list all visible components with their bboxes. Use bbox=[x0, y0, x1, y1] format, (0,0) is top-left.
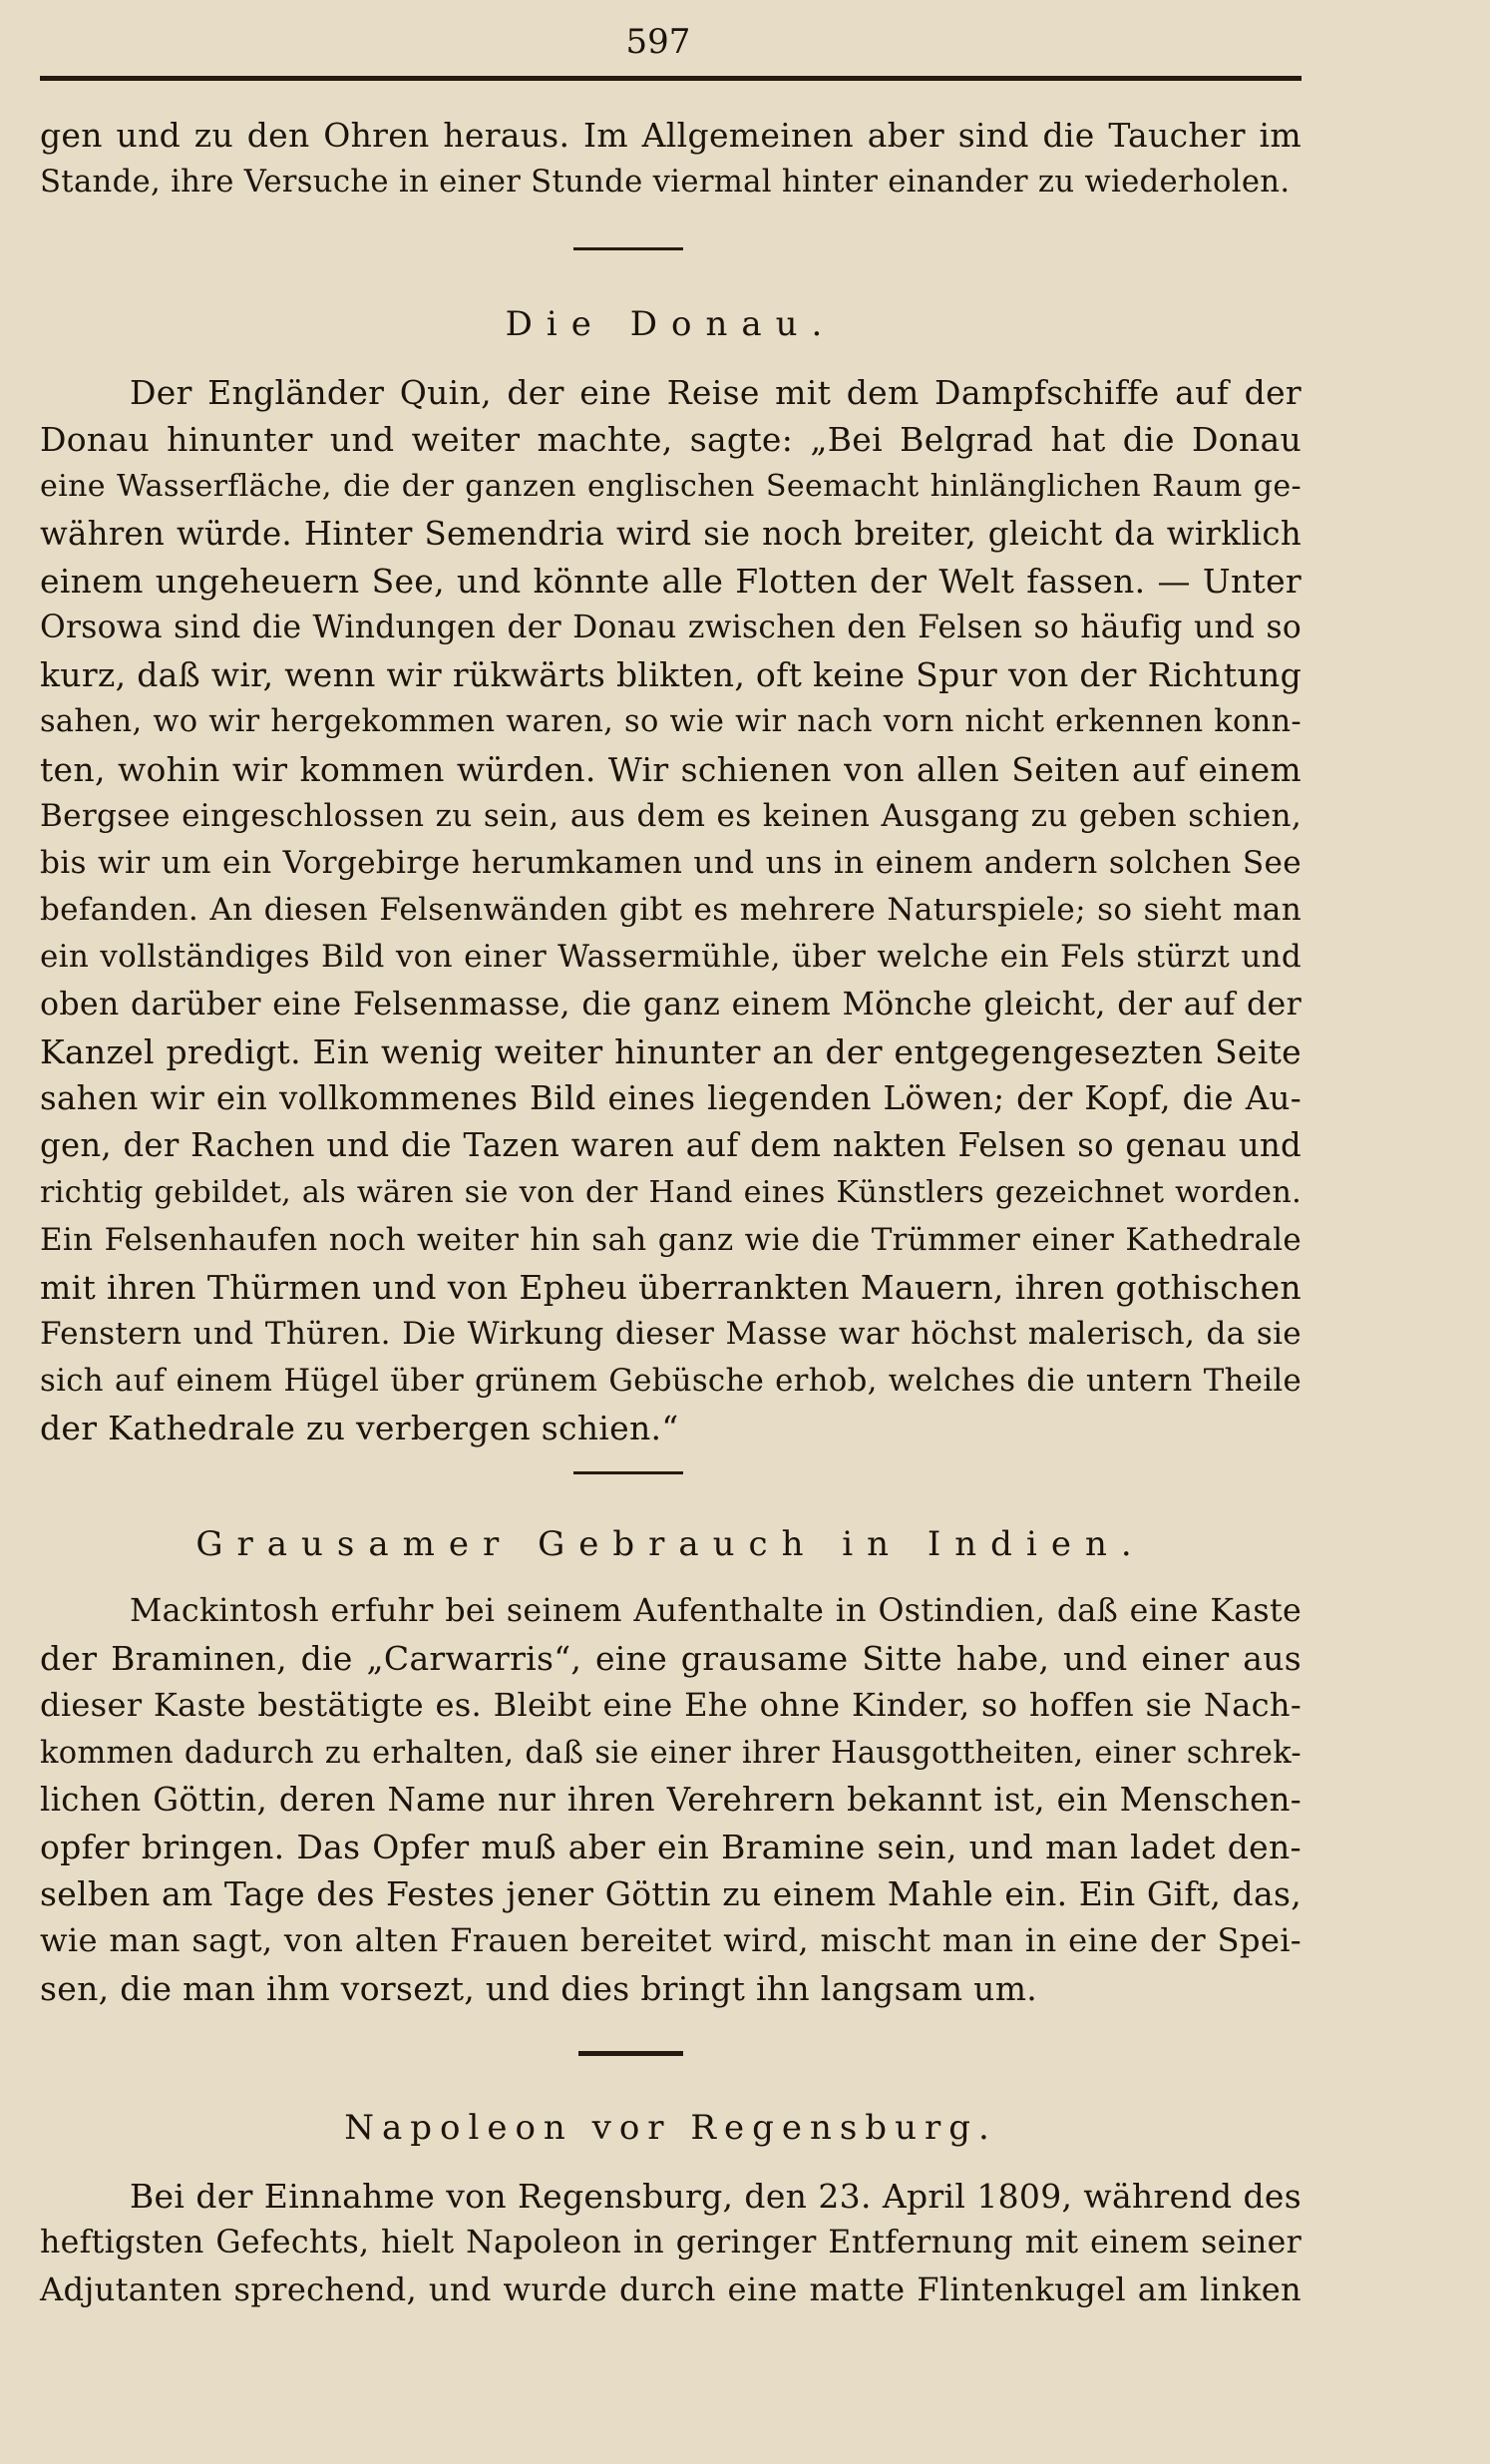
text-line: ten, wohin wir kommen würden. Wir schienen von allen Seiten auf einem bbox=[40, 749, 1302, 789]
text-line: befanden. An diesen Felsenwänden gibt es mehrere Naturspiele; so sieht man bbox=[40, 892, 1302, 929]
indien-paragraph bbox=[40, 1588, 1302, 2012]
text-line: Donau hinunter und weiter machte, sagte: „Bei Belgrad hat die Donau bbox=[40, 420, 1302, 460]
text-line: Bei der Einnahme von Regensburg, den 23. April 1809, während des bbox=[130, 2177, 1302, 2216]
text-line: Stande, ihre Versuche in einer Stunde viermal hinter einander zu wiederholen. bbox=[40, 165, 1291, 201]
text-line: wie man sagt, von alten Frauen bereitet wird, mischt man in eine der Spei- bbox=[40, 1921, 1302, 1960]
text-line: währen würde. Hinter Semendria wird sie noch breiter, gleicht da wirklich bbox=[40, 514, 1302, 553]
section-divider bbox=[573, 1471, 683, 1474]
text-line: gen und zu den Ohren heraus. Im Allgemeinen aber sind die Taucher im bbox=[40, 116, 1302, 155]
text-line: der Braminen, die „Carwarris“, eine grausame Sitte habe, und einer aus bbox=[40, 1639, 1302, 1679]
text-line: richtig gebildet, als wären sie von der Hand eines Künstlers gezeichnet worden. bbox=[40, 1175, 1302, 1211]
text-line: sich auf einem Hügel über grünem Gebüsche erhob, welches die untern Theile bbox=[40, 1363, 1302, 1400]
text-line: Orsowa sind die Windungen der Donau zwischen den Felsen so häufig und so bbox=[40, 610, 1302, 646]
heading-napoleon: Napoleon vor Regensburg. bbox=[344, 2108, 997, 2148]
page-number: 597 bbox=[625, 22, 691, 62]
text-line: gen, der Rachen und die Tazen waren auf dem nakten Felsen so genau und bbox=[40, 1126, 1302, 1165]
text-line: Der Engländer Quin, der eine Reise mit dem Dampfschiffe auf der bbox=[130, 373, 1302, 412]
text-line: Bergsee eingeschlossen zu sein, aus dem es keinen Ausgang zu geben schien, bbox=[40, 797, 1302, 834]
text-line: sahen, wo wir hergekommen waren, so wie wir nach vorn nicht erkennen konn- bbox=[40, 704, 1302, 740]
text-line: opfer bringen. Das Opfer muß aber ein Bramine sein, und man ladet den- bbox=[40, 1828, 1302, 1867]
napoleon-paragraph bbox=[40, 2173, 1302, 2314]
intro-paragraph bbox=[40, 112, 1302, 205]
text-line: oben darüber eine Felsenmasse, die ganz einem Mönche gleicht, der auf der bbox=[40, 986, 1302, 1023]
text-line: kommen dadurch zu erhalten, daß sie einer ihrer Hausgottheiten, einer schrek- bbox=[40, 1735, 1302, 1771]
donau-paragraph bbox=[40, 369, 1302, 1452]
text-line: Ein Felsenhaufen noch weiter hin sah ganz wie die Trümmer einer Kathedrale bbox=[40, 1221, 1302, 1258]
text-line: lichen Göttin, deren Name nur ihren Verehrern bekannt ist, ein Menschen- bbox=[40, 1780, 1302, 1819]
heading-indien: Grausamer Gebrauch in Indien. bbox=[195, 1524, 1146, 1564]
text-line: heftigsten Gefechts, hielt Napoleon in geringer Entfernung mit einem seiner bbox=[40, 2225, 1302, 2261]
section-divider bbox=[578, 2051, 683, 2056]
text-line: sahen wir ein vollkommenes Bild eines liegenden Löwen; der Kopf, die Au- bbox=[40, 1079, 1302, 1118]
section-divider bbox=[573, 247, 683, 250]
heading-donau: Die Donau. bbox=[505, 304, 837, 344]
text-line: einem ungeheuern See, und könnte alle Flotten der Welt fassen. — Unter bbox=[40, 561, 1302, 601]
text-line: Mackintosh erfuhr bei seinem Aufenthalte in Ostindien, daß eine Kaste bbox=[130, 1593, 1302, 1629]
header-rule bbox=[40, 76, 1302, 81]
text-line: bis wir um ein Vorgebirge herumkamen und uns in einem andern solchen See bbox=[40, 845, 1302, 882]
text-line: eine Wasserfläche, die der ganzen englischen Seemacht hinlänglichen Raum ge- bbox=[40, 469, 1302, 505]
text-line: sen, die man ihm vorsezt, und dies bringt ihn langsam um. bbox=[40, 1968, 1038, 2008]
text-line: dieser Kaste bestätigte es. Bleibt eine Ehe ohne Kinder, so hoffen sie Nach- bbox=[40, 1686, 1302, 1725]
text-line: Fenstern und Thüren. Die Wirkung dieser Masse war höchst malerisch, da sie bbox=[40, 1316, 1302, 1353]
text-line: kurz, daß wir, wenn wir rükwärts blikten, oft keine Spur von der Richtung bbox=[40, 655, 1302, 695]
text-line: ein vollständiges Bild von einer Wassermühle, über welche ein Fels stürzt und bbox=[40, 939, 1302, 976]
text-line: Adjutanten sprechend, und wurde durch eine matte Flintenkugel am linken bbox=[40, 2270, 1302, 2309]
text-line: selben am Tage des Festes jener Göttin zu einem Mahle ein. Ein Gift, das, bbox=[40, 1874, 1302, 1914]
text-line: mit ihren Thürmen und von Epheu überrankten Mauern, ihren gothischen bbox=[40, 1267, 1302, 1307]
text-line: Kanzel predigt. Ein wenig weiter hinunter an der entgegengesezten Seite bbox=[40, 1031, 1302, 1071]
text-line: der Kathedrale zu verbergen schien.“ bbox=[40, 1409, 679, 1448]
